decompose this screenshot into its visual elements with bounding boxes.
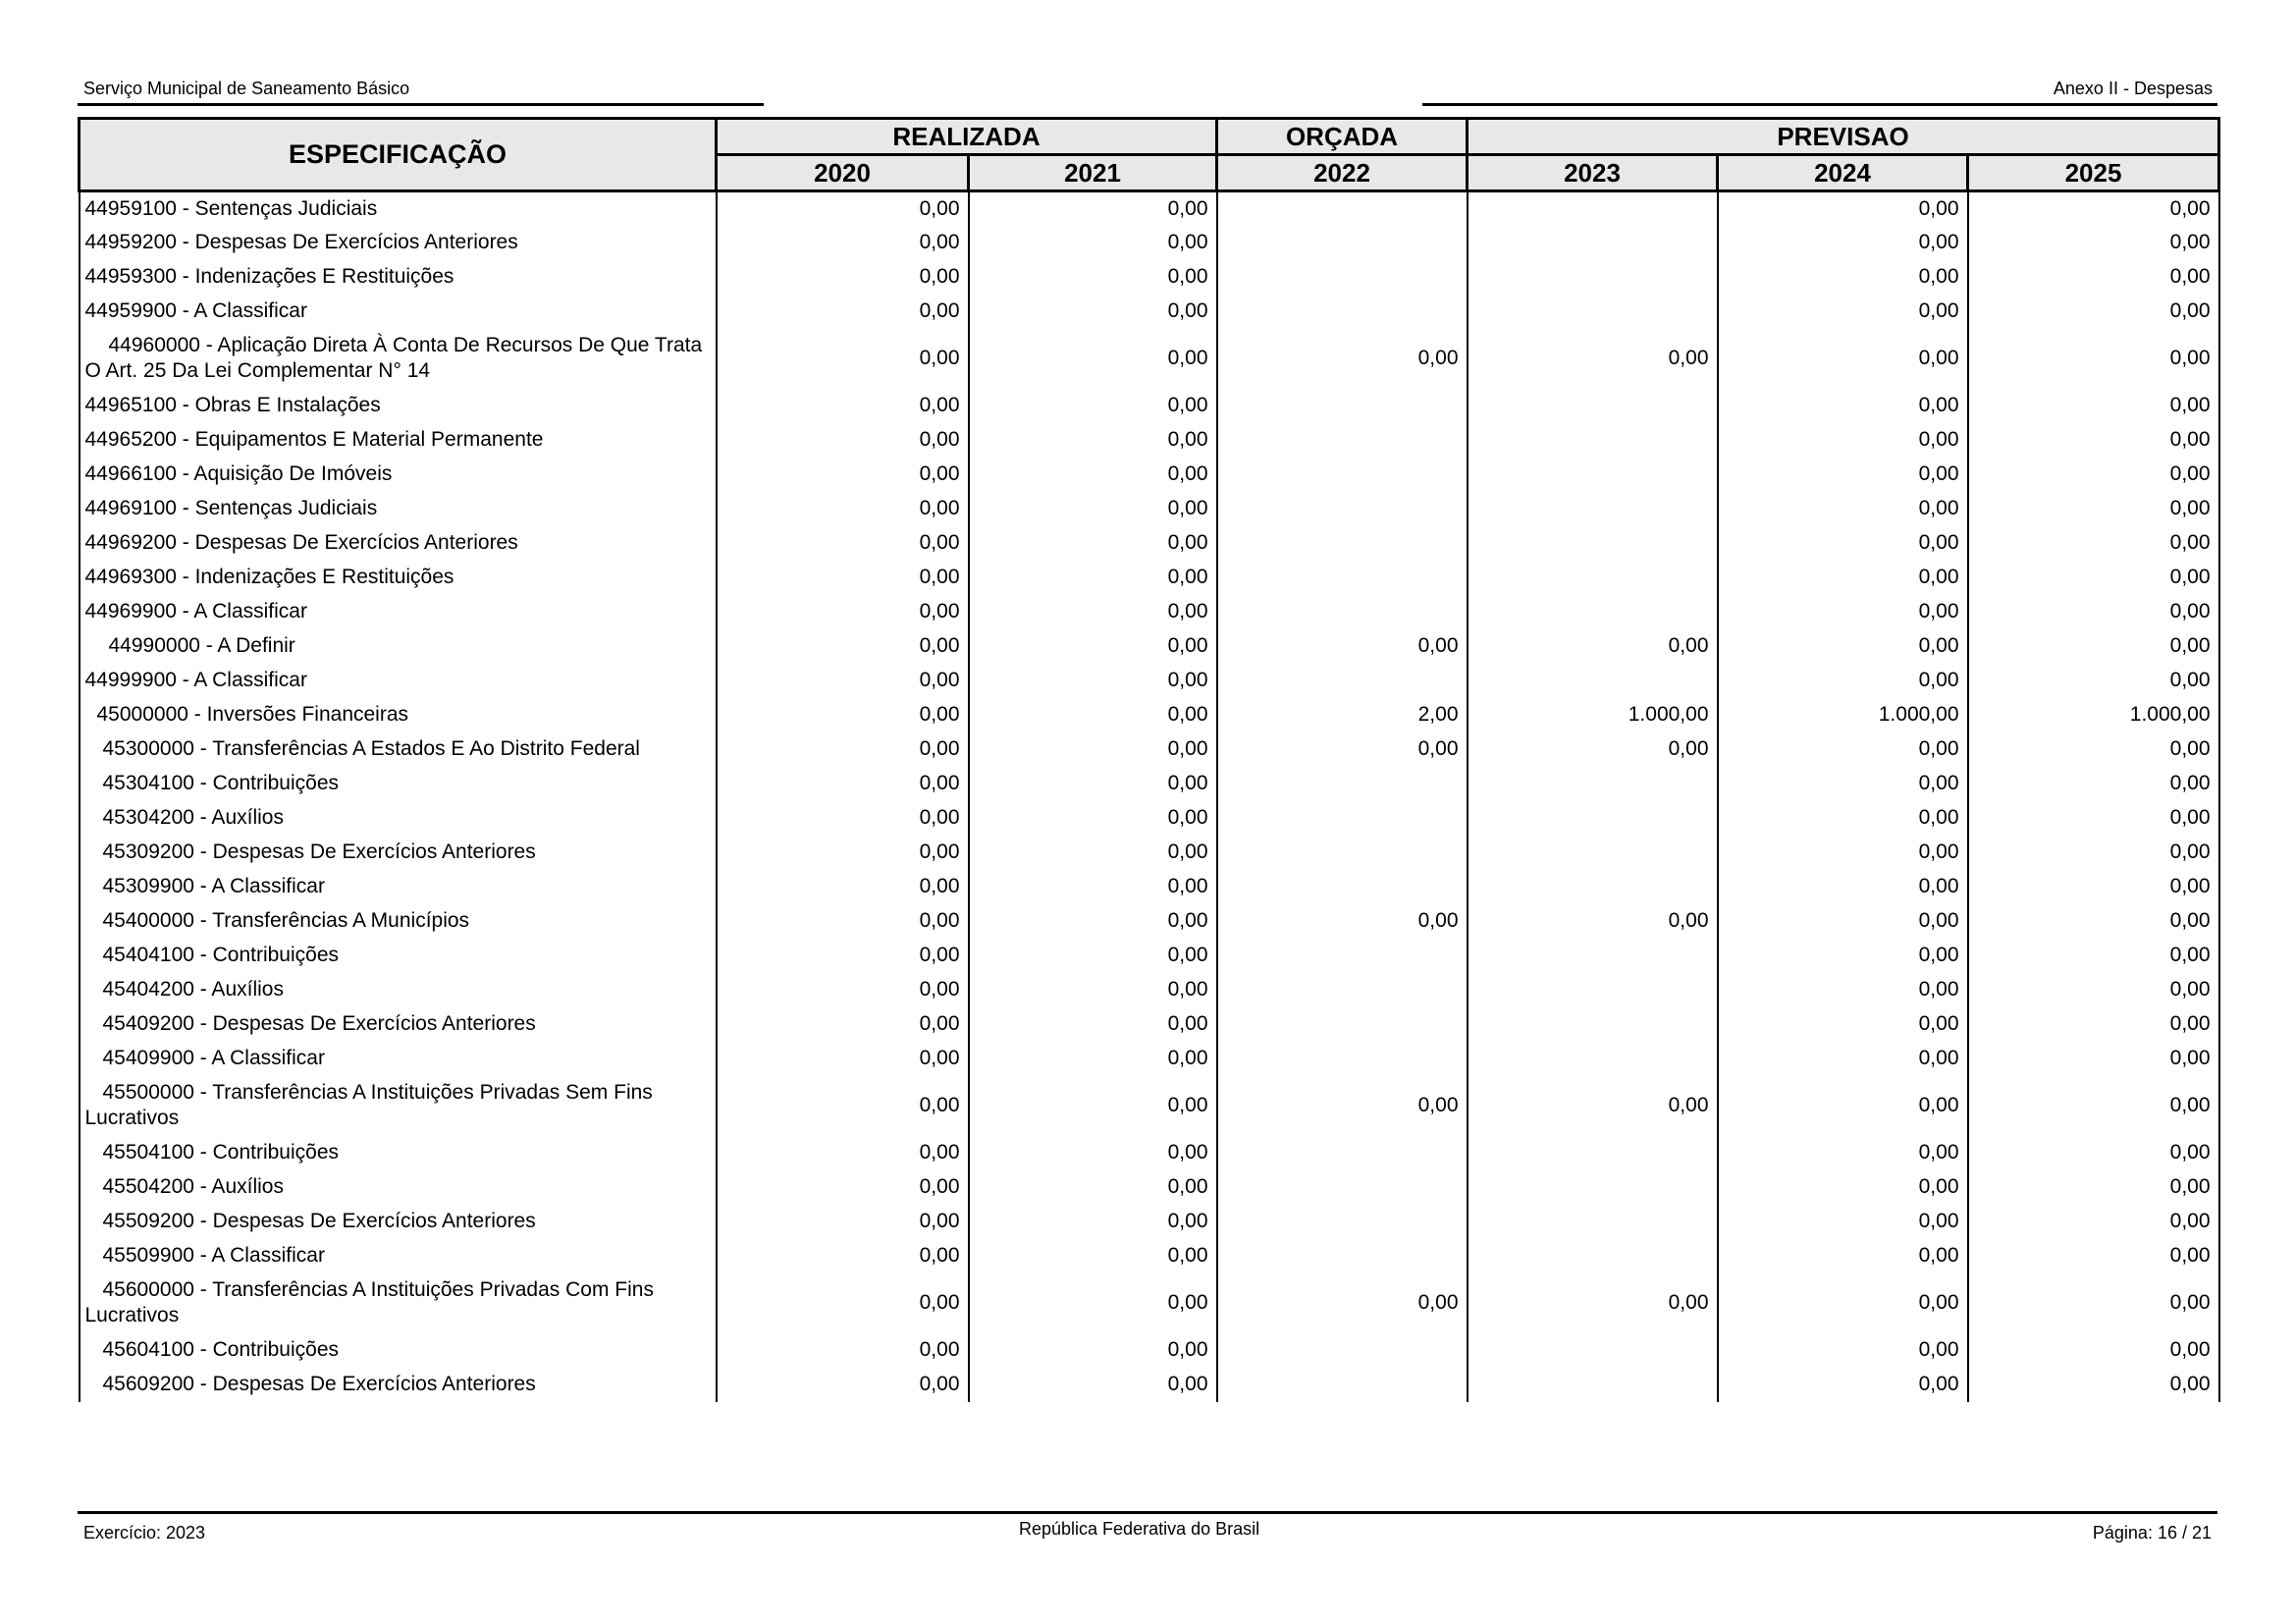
value-cell-2022: [1217, 973, 1468, 1007]
row-description: 45504100 - Contribuições: [80, 1136, 717, 1170]
value-cell-2023: 0,00: [1468, 1273, 1718, 1333]
value-cell-2021: 0,00: [969, 329, 1217, 389]
value-cell-2024: 0,00: [1718, 1239, 1968, 1273]
value-cell-2021: 0,00: [969, 458, 1217, 492]
year-header-2024: 2024: [1718, 155, 1968, 191]
year-header-2023: 2023: [1468, 155, 1718, 191]
value-cell-2020: 0,00: [717, 836, 969, 870]
value-cell-2025: 0,00: [1968, 1239, 2219, 1273]
row-description: 45509900 - A Classificar: [80, 1239, 717, 1273]
value-cell-2021: 0,00: [969, 191, 1217, 226]
value-cell-2024: 0,00: [1718, 1205, 1968, 1239]
value-cell-2021: 0,00: [969, 664, 1217, 698]
value-cell-2022: [1217, 526, 1468, 561]
value-cell-2024: 0,00: [1718, 732, 1968, 767]
row-description: 45404200 - Auxílios: [80, 973, 717, 1007]
value-cell-2023: [1468, 939, 1718, 973]
value-cell-2022: [1217, 226, 1468, 260]
value-cell-2025: 0,00: [1968, 595, 2219, 629]
value-cell-2020: 0,00: [717, 1042, 969, 1076]
value-cell-2023: [1468, 1042, 1718, 1076]
value-cell-2025: 0,00: [1968, 226, 2219, 260]
value-cell-2024: 0,00: [1718, 458, 1968, 492]
value-cell-2023: 1.000,00: [1468, 698, 1718, 732]
year-header-2025: 2025: [1968, 155, 2219, 191]
row-description: 44959200 - Despesas De Exercícios Anteriores: [80, 226, 717, 260]
row-description: 45309900 - A Classificar: [80, 870, 717, 904]
value-cell-2021: 0,00: [969, 767, 1217, 801]
table-row: [80, 526, 2219, 561]
value-cell-2022: [1217, 1042, 1468, 1076]
value-cell-2024: 0,00: [1718, 939, 1968, 973]
value-cell-2023: [1468, 295, 1718, 329]
value-cell-2022: [1217, 492, 1468, 526]
value-cell-2020: 0,00: [717, 526, 969, 561]
group-header-previsao: PREVISAO: [1468, 119, 2219, 155]
value-cell-2021: 0,00: [969, 1042, 1217, 1076]
country-name: República Federativa do Brasil: [1019, 1519, 1260, 1539]
header-left-rule: [78, 103, 764, 106]
value-cell-2020: 0,00: [717, 329, 969, 389]
value-cell-2021: 0,00: [969, 260, 1217, 295]
value-cell-2024: 0,00: [1718, 836, 1968, 870]
value-cell-2025: 0,00: [1968, 1042, 2219, 1076]
value-cell-2022: [1217, 1007, 1468, 1042]
row-description: 44969200 - Despesas De Exercícios Anteriores: [80, 526, 717, 561]
value-cell-2024: 0,00: [1718, 1170, 1968, 1205]
value-cell-2025: 0,00: [1968, 1205, 2219, 1239]
value-cell-2025: 0,00: [1968, 870, 2219, 904]
value-cell-2021: 0,00: [969, 1170, 1217, 1205]
value-cell-2020: 0,00: [717, 732, 969, 767]
table-row: [80, 1007, 2219, 1042]
header-right-rule: [1422, 103, 2217, 106]
value-cell-2020: 0,00: [717, 1273, 969, 1333]
value-cell-2020: 0,00: [717, 1239, 969, 1273]
value-cell-2022: [1217, 870, 1468, 904]
table-row: [80, 423, 2219, 458]
value-cell-2022: [1217, 801, 1468, 836]
value-cell-2021: 0,00: [969, 1007, 1217, 1042]
table-row: [80, 698, 2219, 732]
value-cell-2020: 0,00: [717, 939, 969, 973]
value-cell-2024: 0,00: [1718, 1273, 1968, 1333]
value-cell-2025: 0,00: [1968, 423, 2219, 458]
value-cell-2025: 0,00: [1968, 295, 2219, 329]
value-cell-2021: 0,00: [969, 836, 1217, 870]
value-cell-2020: 0,00: [717, 595, 969, 629]
row-description: 45604100 - Contribuições: [80, 1333, 717, 1368]
row-description: 45609200 - Despesas De Exercícios Anteriores: [80, 1368, 717, 1402]
value-cell-2020: 0,00: [717, 698, 969, 732]
row-description: 45404100 - Contribuições: [80, 939, 717, 973]
value-cell-2020: 0,00: [717, 226, 969, 260]
value-cell-2023: [1468, 836, 1718, 870]
row-description: 44969300 - Indenizações E Restituições: [80, 561, 717, 595]
value-cell-2025: 0,00: [1968, 801, 2219, 836]
value-cell-2021: 0,00: [969, 939, 1217, 973]
table-row: [80, 1333, 2219, 1368]
value-cell-2022: [1217, 1368, 1468, 1402]
value-cell-2021: 0,00: [969, 1205, 1217, 1239]
value-cell-2022: [1217, 191, 1468, 226]
value-cell-2020: 0,00: [717, 1170, 969, 1205]
group-header-realizada: REALIZADA: [717, 119, 1217, 155]
row-description: 45309200 - Despesas De Exercícios Anteriores: [80, 836, 717, 870]
value-cell-2021: 0,00: [969, 389, 1217, 423]
value-cell-2020: 0,00: [717, 801, 969, 836]
value-cell-2021: 0,00: [969, 1333, 1217, 1368]
value-cell-2021: 0,00: [969, 732, 1217, 767]
value-cell-2022: [1217, 458, 1468, 492]
value-cell-2020: 0,00: [717, 904, 969, 939]
table-row: [80, 1239, 2219, 1273]
value-cell-2020: 0,00: [717, 1205, 969, 1239]
value-cell-2024: 0,00: [1718, 1076, 1968, 1136]
value-cell-2022: [1217, 423, 1468, 458]
value-cell-2024: 0,00: [1718, 1042, 1968, 1076]
table-row: [80, 1136, 2219, 1170]
value-cell-2025: 0,00: [1968, 561, 2219, 595]
value-cell-2021: 0,00: [969, 595, 1217, 629]
value-cell-2020: 0,00: [717, 1136, 969, 1170]
table-row: [80, 939, 2219, 973]
value-cell-2023: [1468, 1007, 1718, 1042]
value-cell-2024: 0,00: [1718, 973, 1968, 1007]
value-cell-2023: 0,00: [1468, 629, 1718, 664]
value-cell-2022: [1217, 260, 1468, 295]
value-cell-2024: 0,00: [1718, 1333, 1968, 1368]
value-cell-2023: [1468, 870, 1718, 904]
row-description: 44969900 - A Classificar: [80, 595, 717, 629]
value-cell-2021: 0,00: [969, 904, 1217, 939]
organization-name: Serviço Municipal de Saneamento Básico: [83, 79, 410, 98]
value-cell-2025: 0,00: [1968, 1368, 2219, 1402]
table-row: [80, 767, 2219, 801]
value-cell-2021: 0,00: [969, 295, 1217, 329]
row-description: 45304200 - Auxílios: [80, 801, 717, 836]
value-cell-2024: 0,00: [1718, 1007, 1968, 1042]
value-cell-2025: 0,00: [1968, 1273, 2219, 1333]
value-cell-2025: 0,00: [1968, 664, 2219, 698]
table-row: [80, 1042, 2219, 1076]
value-cell-2025: 0,00: [1968, 1076, 2219, 1136]
value-cell-2022: [1217, 595, 1468, 629]
value-cell-2025: 1.000,00: [1968, 698, 2219, 732]
value-cell-2025: 0,00: [1968, 260, 2219, 295]
row-description: 45500000 - Transferências A Instituições Privadas Sem Fins Lucrativos: [80, 1076, 717, 1136]
value-cell-2024: 0,00: [1718, 492, 1968, 526]
value-cell-2020: 0,00: [717, 767, 969, 801]
value-cell-2020: 0,00: [717, 191, 969, 226]
specification-header: ESPECIFICAÇÃO: [80, 119, 717, 191]
table-row: [80, 595, 2219, 629]
value-cell-2023: [1468, 492, 1718, 526]
value-cell-2021: 0,00: [969, 801, 1217, 836]
value-cell-2022: [1217, 561, 1468, 595]
value-cell-2021: 0,00: [969, 526, 1217, 561]
row-description: 45300000 - Transferências A Estados E Ao Distrito Federal: [80, 732, 717, 767]
row-description: 45304100 - Contribuições: [80, 767, 717, 801]
value-cell-2024: 0,00: [1718, 801, 1968, 836]
row-description: 44959100 - Sentenças Judiciais: [80, 191, 717, 226]
value-cell-2023: [1468, 1205, 1718, 1239]
row-description: 44965100 - Obras E Instalações: [80, 389, 717, 423]
value-cell-2025: 0,00: [1968, 329, 2219, 389]
table-row: [80, 1368, 2219, 1402]
value-cell-2024: 0,00: [1718, 767, 1968, 801]
value-cell-2020: 0,00: [717, 260, 969, 295]
value-cell-2020: 0,00: [717, 423, 969, 458]
value-cell-2021: 0,00: [969, 226, 1217, 260]
value-cell-2022: [1217, 1239, 1468, 1273]
value-cell-2025: 0,00: [1968, 1007, 2219, 1042]
table-row: [80, 1205, 2219, 1239]
value-cell-2023: [1468, 595, 1718, 629]
row-description: 45600000 - Transferências A Instituições Privadas Com Fins Lucrativos: [80, 1273, 717, 1333]
value-cell-2025: 0,00: [1968, 389, 2219, 423]
value-cell-2023: 0,00: [1468, 904, 1718, 939]
row-description: 44959900 - A Classificar: [80, 295, 717, 329]
row-description: 45400000 - Transferências A Municípios: [80, 904, 717, 939]
value-cell-2024: 0,00: [1718, 1368, 1968, 1402]
table-row: [80, 389, 2219, 423]
value-cell-2024: 0,00: [1718, 260, 1968, 295]
row-description: 45000000 - Inversões Financeiras: [80, 698, 717, 732]
table-row: [80, 732, 2219, 767]
table-row: [80, 561, 2219, 595]
year-header-2022: 2022: [1217, 155, 1468, 191]
table-row: [80, 870, 2219, 904]
value-cell-2024: 0,00: [1718, 329, 1968, 389]
value-cell-2023: [1468, 1170, 1718, 1205]
value-cell-2022: 0,00: [1217, 732, 1468, 767]
value-cell-2020: 0,00: [717, 973, 969, 1007]
value-cell-2023: [1468, 664, 1718, 698]
table-row: [80, 629, 2219, 664]
value-cell-2025: 0,00: [1968, 904, 2219, 939]
value-cell-2023: 0,00: [1468, 1076, 1718, 1136]
table-row: [80, 836, 2219, 870]
row-description: 44999900 - A Classificar: [80, 664, 717, 698]
value-cell-2021: 0,00: [969, 1239, 1217, 1273]
table-row: [80, 1273, 2219, 1333]
value-cell-2021: 0,00: [969, 1076, 1217, 1136]
value-cell-2022: 0,00: [1217, 1273, 1468, 1333]
value-cell-2020: 0,00: [717, 1007, 969, 1042]
value-cell-2020: 0,00: [717, 389, 969, 423]
value-cell-2022: [1217, 767, 1468, 801]
value-cell-2022: 0,00: [1217, 329, 1468, 389]
table-row: [80, 664, 2219, 698]
value-cell-2023: 0,00: [1468, 732, 1718, 767]
row-description: 45504200 - Auxílios: [80, 1170, 717, 1205]
value-cell-2023: [1468, 801, 1718, 836]
value-cell-2023: [1468, 1368, 1718, 1402]
value-cell-2020: 0,00: [717, 1368, 969, 1402]
value-cell-2025: 0,00: [1968, 629, 2219, 664]
value-cell-2025: 0,00: [1968, 526, 2219, 561]
value-cell-2024: 0,00: [1718, 389, 1968, 423]
value-cell-2024: 0,00: [1718, 904, 1968, 939]
value-cell-2024: 0,00: [1718, 1136, 1968, 1170]
value-cell-2023: [1468, 226, 1718, 260]
table-row: [80, 492, 2219, 526]
value-cell-2020: 0,00: [717, 295, 969, 329]
value-cell-2024: 0,00: [1718, 191, 1968, 226]
row-description: 45409900 - A Classificar: [80, 1042, 717, 1076]
value-cell-2022: 0,00: [1217, 629, 1468, 664]
value-cell-2024: 0,00: [1718, 595, 1968, 629]
value-cell-2022: [1217, 1333, 1468, 1368]
table-row: [80, 260, 2219, 295]
value-cell-2020: 0,00: [717, 561, 969, 595]
value-cell-2023: [1468, 1333, 1718, 1368]
value-cell-2024: 0,00: [1718, 295, 1968, 329]
annex-title: Anexo II - Despesas: [2053, 79, 2213, 98]
value-cell-2021: 0,00: [969, 1273, 1217, 1333]
row-description: 45509200 - Despesas De Exercícios Anteriores: [80, 1205, 717, 1239]
value-cell-2023: [1468, 1136, 1718, 1170]
value-cell-2023: [1468, 458, 1718, 492]
value-cell-2023: [1468, 389, 1718, 423]
year-header-2021: 2021: [969, 155, 1217, 191]
value-cell-2021: 0,00: [969, 629, 1217, 664]
value-cell-2020: 0,00: [717, 1076, 969, 1136]
value-cell-2025: 0,00: [1968, 732, 2219, 767]
value-cell-2022: [1217, 1170, 1468, 1205]
value-cell-2020: 0,00: [717, 664, 969, 698]
value-cell-2021: 0,00: [969, 1136, 1217, 1170]
value-cell-2023: [1468, 526, 1718, 561]
value-cell-2024: 0,00: [1718, 526, 1968, 561]
table-body: [80, 191, 2219, 1402]
value-cell-2022: [1217, 295, 1468, 329]
value-cell-2023: [1468, 191, 1718, 226]
value-cell-2023: [1468, 767, 1718, 801]
value-cell-2022: [1217, 939, 1468, 973]
value-cell-2024: 0,00: [1718, 423, 1968, 458]
value-cell-2021: 0,00: [969, 492, 1217, 526]
value-cell-2024: 1.000,00: [1718, 698, 1968, 732]
row-description: 44966100 - Aquisição De Imóveis: [80, 458, 717, 492]
value-cell-2021: 0,00: [969, 561, 1217, 595]
table-row: [80, 458, 2219, 492]
row-description: 44965200 - Equipamentos E Material Permanente: [80, 423, 717, 458]
value-cell-2022: 0,00: [1217, 904, 1468, 939]
value-cell-2025: 0,00: [1968, 1136, 2219, 1170]
year-header-2020: 2020: [717, 155, 969, 191]
table-row: [80, 973, 2219, 1007]
value-cell-2025: 0,00: [1968, 939, 2219, 973]
table-row: [80, 329, 2219, 389]
table-row: [80, 226, 2219, 260]
value-cell-2020: 0,00: [717, 629, 969, 664]
exercise-year: Exercício: 2023: [83, 1523, 206, 1543]
value-cell-2024: 0,00: [1718, 226, 1968, 260]
value-cell-2025: 0,00: [1968, 836, 2219, 870]
value-cell-2020: 0,00: [717, 1333, 969, 1368]
value-cell-2025: 0,00: [1968, 1170, 2219, 1205]
row-description: 44959300 - Indenizações E Restituições: [80, 260, 717, 295]
value-cell-2022: 0,00: [1217, 1076, 1468, 1136]
value-cell-2020: 0,00: [717, 492, 969, 526]
value-cell-2022: [1217, 389, 1468, 423]
table-row: [80, 295, 2219, 329]
value-cell-2025: 0,00: [1968, 973, 2219, 1007]
value-cell-2025: 0,00: [1968, 458, 2219, 492]
table-row: [80, 191, 2219, 226]
row-description: 44960000 - Aplicação Direta À Conta De Recursos De Que Trata O Art. 25 Da Lei Complementar N° 14: [80, 329, 717, 389]
row-description: 44990000 - A Definir: [80, 629, 717, 664]
value-cell-2024: 0,00: [1718, 870, 1968, 904]
value-cell-2022: [1217, 664, 1468, 698]
value-cell-2025: 0,00: [1968, 767, 2219, 801]
table-row: [80, 904, 2219, 939]
expenses-table: [78, 117, 2217, 1402]
value-cell-2021: 0,00: [969, 870, 1217, 904]
value-cell-2023: [1468, 1239, 1718, 1273]
value-cell-2023: [1468, 260, 1718, 295]
table-row: [80, 801, 2219, 836]
row-description: 44969100 - Sentenças Judiciais: [80, 492, 717, 526]
value-cell-2024: 0,00: [1718, 561, 1968, 595]
value-cell-2020: 0,00: [717, 870, 969, 904]
value-cell-2023: [1468, 561, 1718, 595]
value-cell-2021: 0,00: [969, 1368, 1217, 1402]
table-row: [80, 1170, 2219, 1205]
page-number: Página: 16 / 21: [2092, 1523, 2212, 1543]
value-cell-2023: [1468, 973, 1718, 1007]
value-cell-2022: [1217, 1136, 1468, 1170]
value-cell-2024: 0,00: [1718, 629, 1968, 664]
value-cell-2021: 0,00: [969, 973, 1217, 1007]
value-cell-2024: 0,00: [1718, 664, 1968, 698]
value-cell-2022: [1217, 1205, 1468, 1239]
value-cell-2023: [1468, 423, 1718, 458]
row-description: 45409200 - Despesas De Exercícios Anteriores: [80, 1007, 717, 1042]
value-cell-2022: 2,00: [1217, 698, 1468, 732]
value-cell-2021: 0,00: [969, 698, 1217, 732]
value-cell-2025: 0,00: [1968, 492, 2219, 526]
value-cell-2025: 0,00: [1968, 1333, 2219, 1368]
value-cell-2021: 0,00: [969, 423, 1217, 458]
value-cell-2022: [1217, 836, 1468, 870]
value-cell-2023: 0,00: [1468, 329, 1718, 389]
value-cell-2020: 0,00: [717, 458, 969, 492]
footer-rule: [78, 1511, 2217, 1514]
value-cell-2025: 0,00: [1968, 191, 2219, 226]
table-row: [80, 1076, 2219, 1136]
group-header-orcada: ORÇADA: [1217, 119, 1468, 155]
